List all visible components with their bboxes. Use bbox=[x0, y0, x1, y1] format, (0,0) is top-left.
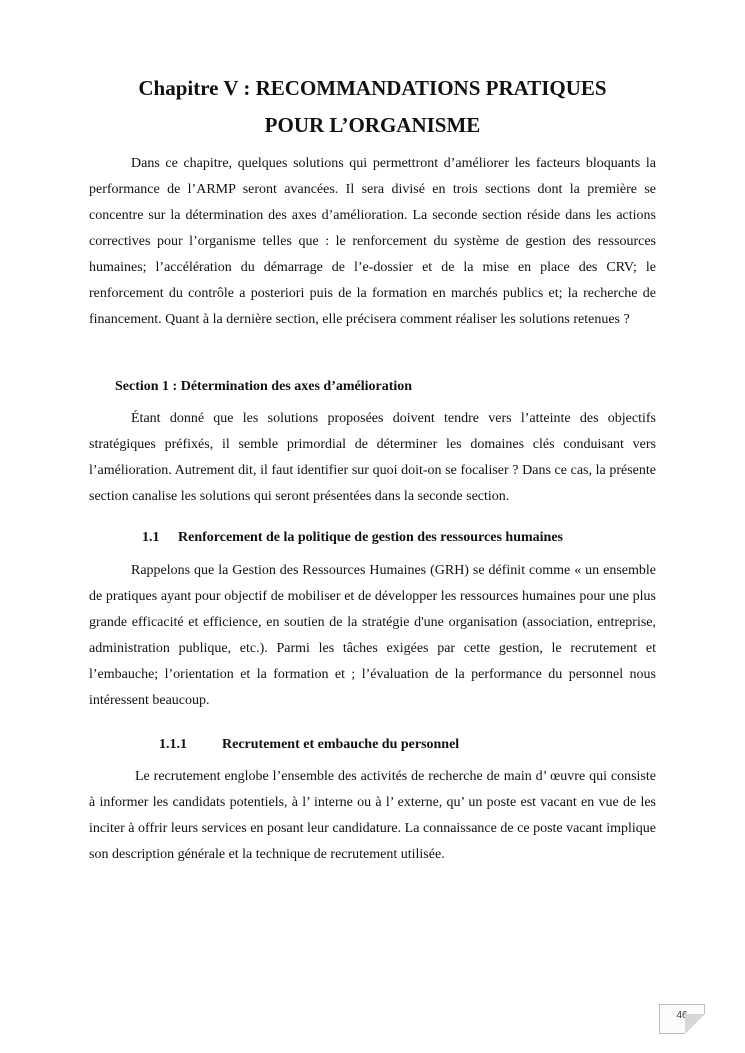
chapter-title bbox=[89, 70, 656, 144]
section-1-paragraph: Étant donné que les solutions proposées doivent tendre vers l’atteinte des objectifs stratégiques préfixés, il semble primordial de déterminer les domaines clés conduisant vers l’amélioration. Autrement dit, il faut identifier sur quoi doit-on se focaliser ? Dans ce cas, la présente section canalise les solutions qui seront présentées dans la seconde section. bbox=[89, 411, 656, 504]
chapter-title-line-1: Chapitre V : RECOMMANDATIONS PRATIQUES bbox=[138, 76, 607, 100]
subsection-1-1-title: Renforcement de la politique de gestion des ressources humaines bbox=[178, 530, 563, 545]
section-1-heading: Section 1 : Détermination des axes d’amélioration bbox=[115, 379, 413, 394]
subsection-1-1-1-heading bbox=[159, 735, 459, 755]
chapter-title-line-2: POUR L’ORGANISME bbox=[264, 113, 481, 137]
subsection-1-1-1-title: Recrutement et embauche du personnel bbox=[222, 737, 460, 752]
page-number: 46 bbox=[676, 1010, 688, 1021]
subsection-1-1-1-paragraph: Le recrutement englobe l’ensemble des activités de recherche de main d’ œuvre qui consiste à informer les candidats potentiels, à l’ interne ou à l’ externe, qu’ un poste est vacant en vue de les inciter à offrir leurs services en posant leur candidature. La connaissance de ce poste vacant implique son description générale et la technique de recrutement utilisée. bbox=[89, 769, 656, 862]
page-curl-icon bbox=[685, 1014, 705, 1034]
subsection-1-1-heading bbox=[142, 528, 563, 548]
subsection-1-1-number: 1.1 bbox=[142, 530, 160, 545]
subsection-1-1-1-number: 1.1.1 bbox=[159, 737, 187, 752]
page-number-box bbox=[659, 1004, 705, 1034]
subsection-1-1-paragraph: Rappelons que la Gestion des Ressources Humaines (GRH) se définit comme « un ensemble de pratiques ayant pour objectif de mobiliser et de développer les ressources humaines pour une plus grande efficacité et efficience, en soutien de la stratégie d'une organisation (association, entreprise, administration publique, etc.). Parmi les tâches exigées par cette gestion, le recrutement et l’embauche; l’orientation et la formation et ; l’évaluation de la performance du personnel nous intéressent beaucoup. bbox=[89, 563, 656, 708]
intro-paragraph: Dans ce chapitre, quelques solutions qui permettront d’améliorer les facteurs bloquants la performance de l’ARMP seront avancées. Il sera divisé en trois sections dont la première se concentre sur la détermination des axes d’amélioration. La seconde section réside dans les actions correctives pour l’organisme telles que : le renforcement du système de gestion des ressources humaines; l’accélération du démarrage de l’e-dossier et de la mise en place des CRV; le renforcement du contrôle a posteriori puis de la formation en marchés publics et; la recherche de financement. Quant à la dernière section, elle précisera comment réaliser les solutions retenues ? bbox=[89, 156, 656, 327]
